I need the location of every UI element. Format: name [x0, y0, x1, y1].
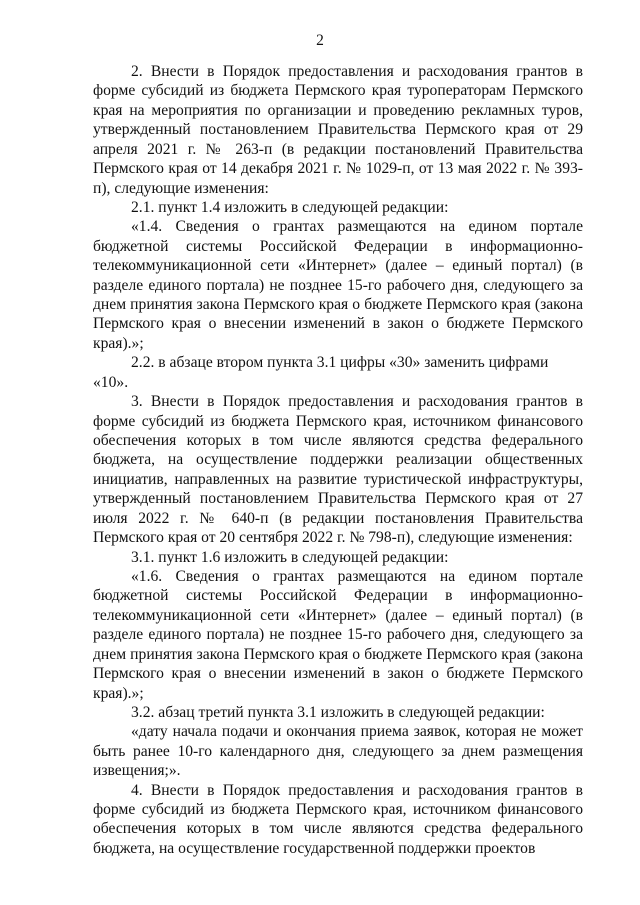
paragraph-item-3: 3. Внести в Порядок предоставления и расходования грантов в форме субсидий из бюджета Пермского края, источником финансового обеспечения которых в том числе являются средства федерального бюджета, на осуществление поддержки реализации общественных инициатив, направленных на развитие туристической инфраструктуры, утвержденный постановлением Правительства Пермского края от 27 июля 2022 г. № 640-п (в редакции постановления Правительства Пермского края от 20 сентября 2022 г. № 798-п), следующие изменения:: [93, 393, 583, 547]
paragraph-item-3-2: 3.2. абзац третий пункта 3.1 изложить в следующей редакции:: [131, 703, 545, 721]
paragraph-item-4: 4. Внести в Порядок предоставления и расходования грантов в форме субсидий из бюджета Пермского края, источником финансового обеспечения которых в том числе являются средства федерального бюджета, на осуществление государственной поддержки проектов: [93, 781, 583, 857]
paragraph-quote-1-6: «1.6. Сведения о грантах размещаются на едином портале бюджетной системы Российской Федерации в информационно-телекоммуникационной сети «Интернет» (далее – единый портал) (в разделе единого портала) не позднее 15-го рабочего дня, следующего за днем принятия закона Пермского края о бюджете Пермского края (закона Пермского края о внесении изменений в закон о бюджете Пермского края).»;: [93, 567, 583, 702]
document-body: [93, 62, 583, 858]
paragraph-quote-date: «дату начала подачи и окончания приема заявок, которая не может быть ранее 10-го календарного дня, следующего за днем размещения извещения;».: [93, 723, 583, 780]
paragraph-item-3-1: 3.1. пункт 1.6 изложить в следующей редакции:: [131, 548, 449, 566]
paragraph-item-2-1: 2.1. пункт 1.4 изложить в следующей редакции:: [131, 198, 449, 216]
page-number: 2: [316, 32, 324, 49]
paragraph-item-2: 2. Внести в Порядок предоставления и расходования грантов в форме субсидий из бюджета Пермского края туроператорам Пермского края на мероприятия по организации и проведению рекламных туров, утвержденный постановлением Правительства Пермского края от 29 апреля 2021 г. № 263-п (в редакции постановлений Правительства Пермского края от 14 декабря 2021 г. № 1029-п, от 13 мая 2022 г. № 393-п), следующие изменения:: [93, 63, 583, 197]
paragraph-quote-1-4: «1.4. Сведения о грантах размещаются на едином портале бюджетной системы Российской Федерации в информационно-телекоммуникационной сети «Интернет» (далее – единый портал) (в разделе единого портала) не позднее 15-го рабочего дня, следующего за днем принятия закона Пермского края о бюджете Пермского края (закона Пермского края о внесении изменений в закон о бюджете Пермского края).»;: [93, 218, 583, 352]
paragraph-item-2-2: 2.2. в абзаце втором пункта 3.1 цифры «30» заменить цифрами «10».: [93, 354, 549, 391]
